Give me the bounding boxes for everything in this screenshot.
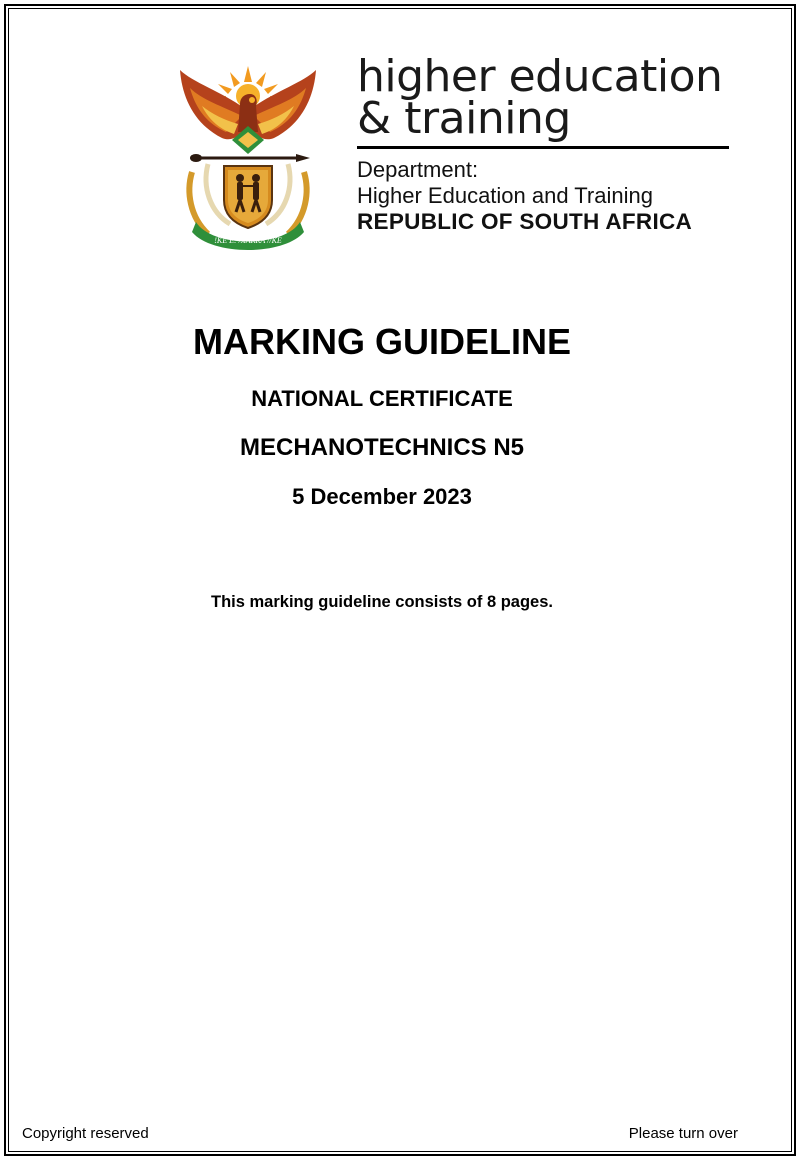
- department-name: Higher Education and Training: [357, 183, 653, 208]
- logo-motto-text: !KE E: /XARRA //KE: [214, 236, 282, 245]
- document-title: MARKING GUIDELINE: [193, 321, 571, 362]
- brand-line-1: higher education: [357, 51, 723, 102]
- footer-copyright: Copyright reserved: [22, 1125, 149, 1142]
- subject-heading: MECHANOTECHNICS N5: [239, 434, 524, 461]
- page-count-note: This marking guideline consists of 8 pages.: [211, 593, 553, 611]
- country-name: REPUBLIC OF SOUTH AFRICA: [357, 209, 693, 234]
- coat-of-arms-logo: [172, 62, 324, 252]
- brand-line-2: & training: [357, 93, 571, 144]
- letterhead-divider: [357, 146, 729, 149]
- department-label: Department:: [357, 157, 479, 182]
- footer-turn-over: Please turn over: [628, 1125, 738, 1142]
- letterhead-brand: [357, 51, 737, 235]
- exam-date: 5 December 2023: [292, 484, 472, 509]
- certificate-heading: NATIONAL CERTIFICATE: [251, 386, 513, 411]
